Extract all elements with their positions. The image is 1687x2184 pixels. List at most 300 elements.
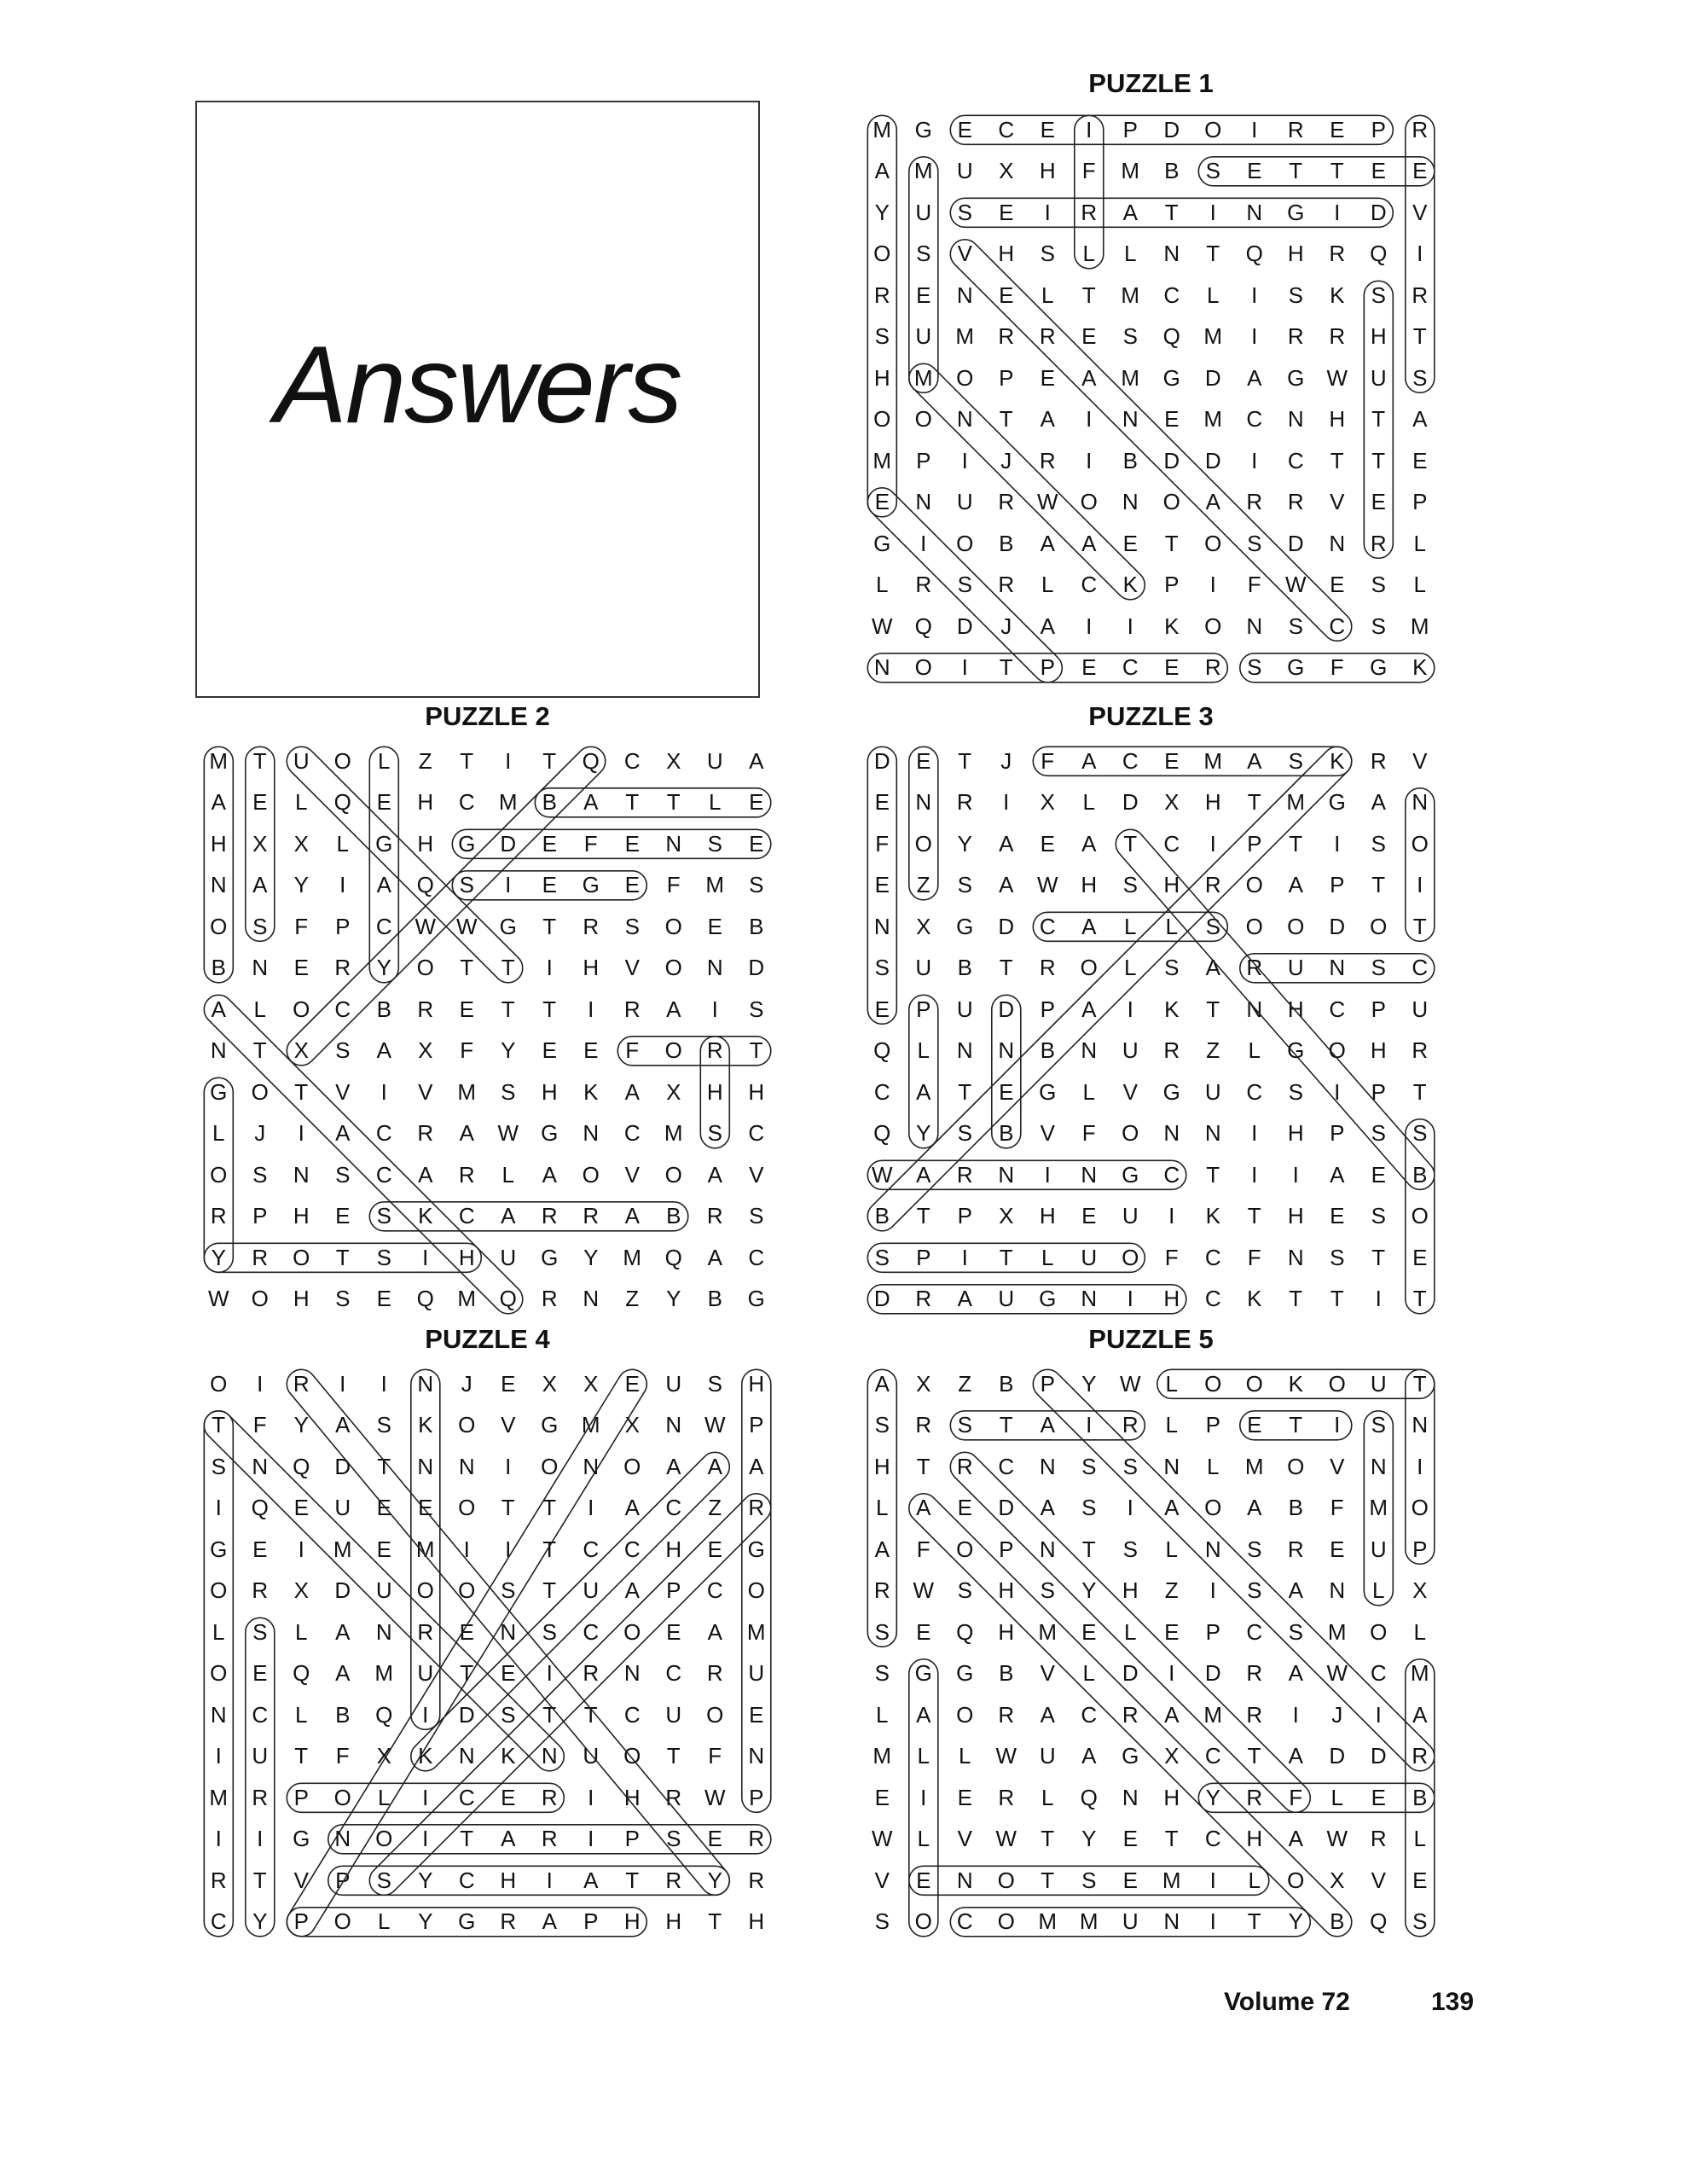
grid-letter: L bbox=[378, 1784, 391, 1810]
grid-letter: G bbox=[499, 913, 517, 939]
grid-letter: A bbox=[501, 1826, 516, 1852]
grid-letter: S bbox=[1164, 955, 1180, 981]
page-number: 139 bbox=[1431, 1988, 1475, 2016]
grid-letter: D bbox=[1204, 364, 1221, 391]
grid-letter: I bbox=[505, 747, 512, 774]
grid-letter: T bbox=[460, 955, 474, 981]
grid-letter: Y bbox=[293, 872, 309, 898]
grid-letter: C bbox=[998, 1453, 1015, 1479]
grid-letter: D bbox=[1122, 1660, 1139, 1687]
grid-letter: G bbox=[1287, 1037, 1305, 1064]
grid-letter: M bbox=[1038, 1908, 1058, 1935]
grid-letter: A bbox=[749, 1453, 764, 1479]
grid-letter: L bbox=[1041, 1244, 1054, 1270]
grid-letter: A bbox=[1081, 1743, 1097, 1769]
grid-letter: G bbox=[210, 1078, 228, 1105]
grid-letter: S bbox=[501, 1078, 516, 1105]
grid-letter: M bbox=[872, 1743, 892, 1769]
grid-letter: E bbox=[624, 872, 640, 898]
grid-letter: N bbox=[1081, 1037, 1098, 1064]
grid-letter: S bbox=[1081, 1495, 1097, 1521]
grid-letter: E bbox=[1122, 1867, 1138, 1893]
grid-letter: N bbox=[956, 1867, 973, 1893]
grid-letter: S bbox=[1081, 1867, 1097, 1893]
grid-letter: A bbox=[707, 1244, 722, 1270]
grid-letter: E bbox=[293, 955, 309, 981]
grid-letter: G bbox=[747, 1536, 765, 1562]
grid-letter: J bbox=[1000, 613, 1012, 639]
grid-letter: I bbox=[380, 1370, 387, 1397]
grid-letter: X bbox=[999, 1203, 1014, 1229]
grid-letter: M bbox=[1038, 1618, 1058, 1645]
grid-letter: C bbox=[252, 1701, 269, 1728]
grid-letter: H bbox=[998, 1577, 1015, 1604]
grid-letter: W bbox=[871, 1826, 893, 1852]
grid-letter: C bbox=[1204, 1244, 1221, 1270]
grid-letter: Y bbox=[666, 1286, 681, 1312]
grid-letter: I bbox=[961, 654, 968, 681]
grid-letter: R bbox=[1287, 1536, 1304, 1562]
grid-letter: O bbox=[458, 1412, 476, 1438]
grid-letter: U bbox=[417, 1660, 434, 1687]
grid-letter: U bbox=[665, 1370, 682, 1397]
grid-letter: H bbox=[998, 1618, 1015, 1645]
grid-letter: L bbox=[378, 1908, 391, 1935]
grid-letter: H bbox=[583, 955, 600, 981]
grid-letter: H bbox=[1370, 1037, 1387, 1064]
grid-letter: S bbox=[957, 572, 972, 598]
grid-letter: O bbox=[416, 1577, 434, 1604]
grid-letter: T bbox=[460, 1826, 474, 1852]
grid-letter: H bbox=[623, 1908, 641, 1935]
grid-letter: S bbox=[957, 1412, 972, 1438]
grid-letter: R bbox=[1287, 323, 1304, 350]
grid-letter: Y bbox=[1081, 1826, 1097, 1852]
grid-letter: R bbox=[1329, 323, 1346, 350]
grid-letter: R bbox=[1287, 489, 1304, 515]
grid-letter: L bbox=[1207, 1453, 1220, 1479]
grid-letter: I bbox=[422, 1701, 429, 1728]
grid-letter: O bbox=[1287, 913, 1305, 939]
grid-letter: R bbox=[748, 1867, 765, 1893]
puzzle-grid-4 bbox=[198, 1363, 777, 1943]
grid-letter: E bbox=[542, 872, 557, 898]
grid-letter: R bbox=[1412, 1743, 1429, 1769]
grid-letter: Y bbox=[1205, 1784, 1220, 1810]
grid-letter: P bbox=[1330, 872, 1345, 898]
grid-letter: C bbox=[665, 1495, 682, 1521]
grid-letter: O bbox=[1245, 872, 1263, 898]
grid-letter: E bbox=[666, 1618, 681, 1645]
grid-letter: U bbox=[1287, 955, 1304, 981]
grid-letter: D bbox=[748, 955, 765, 981]
grid-letter: M bbox=[1203, 323, 1223, 350]
grid-letter: E bbox=[1164, 1618, 1180, 1645]
grid-letter: S bbox=[749, 1203, 764, 1229]
grid-letter: A bbox=[542, 1908, 557, 1935]
grid-letter: O bbox=[333, 1784, 351, 1810]
grid-letter: S bbox=[1371, 955, 1386, 981]
grid-letter: R bbox=[417, 1120, 434, 1147]
grid-letter: S bbox=[749, 872, 764, 898]
grid-letter: N bbox=[1039, 1453, 1056, 1479]
grid-letter: H bbox=[293, 1203, 310, 1229]
grid-letter: I bbox=[546, 1867, 553, 1893]
grid-letter: O bbox=[582, 1161, 600, 1188]
grid-letter: L bbox=[1041, 282, 1054, 308]
grid-letter: E bbox=[1371, 489, 1386, 515]
grid-letter: T bbox=[1371, 872, 1386, 898]
grid-letter: T bbox=[252, 1867, 267, 1893]
grid-letter: Q bbox=[1162, 323, 1180, 350]
grid-letter: R bbox=[1163, 1037, 1180, 1064]
grid-letter: A bbox=[916, 1701, 931, 1728]
grid-letter: M bbox=[1079, 1908, 1099, 1935]
grid-letter: I bbox=[380, 1078, 387, 1105]
grid-letter: X bbox=[1040, 789, 1055, 816]
grid-letter: T bbox=[542, 1701, 557, 1728]
grid-letter: T bbox=[1371, 1244, 1386, 1270]
grid-letter: O bbox=[251, 1286, 269, 1312]
grid-letter: E bbox=[335, 1203, 351, 1229]
grid-letter: R bbox=[1412, 282, 1429, 308]
grid-letter: S bbox=[376, 1867, 391, 1893]
grid-letter: S bbox=[376, 1244, 391, 1270]
grid-letter: A bbox=[624, 1577, 640, 1604]
grid-letter: N bbox=[1122, 1784, 1139, 1810]
grid-letter: O bbox=[1162, 489, 1180, 515]
grid-letter: S bbox=[1288, 747, 1303, 774]
grid-letter: I bbox=[215, 1826, 222, 1852]
grid-letter: L bbox=[1372, 1577, 1385, 1604]
grid-letter: T bbox=[1412, 1078, 1427, 1105]
grid-letter: S bbox=[957, 1120, 972, 1147]
grid-letter: X bbox=[1330, 1867, 1345, 1893]
grid-letter: I bbox=[1251, 1161, 1258, 1188]
grid-letter: S bbox=[1288, 1078, 1303, 1105]
grid-letter: R bbox=[583, 1203, 600, 1229]
grid-letter: S bbox=[252, 1618, 268, 1645]
grid-letter: M bbox=[1410, 1660, 1429, 1687]
grid-letter: M bbox=[498, 789, 518, 816]
grid-letter: A bbox=[874, 1370, 890, 1397]
grid-letter: L bbox=[1082, 1078, 1095, 1105]
grid-letter: N bbox=[915, 789, 932, 816]
grid-letter: T bbox=[501, 1495, 515, 1521]
grid-letter: A bbox=[1081, 530, 1097, 556]
grid-letter: I bbox=[422, 1244, 429, 1270]
grid-letter: R bbox=[1081, 199, 1098, 225]
grid-letter: U bbox=[1039, 1743, 1056, 1769]
grid-letter: S bbox=[1040, 241, 1055, 267]
grid-letter: E bbox=[999, 282, 1014, 308]
grid-letter: G bbox=[375, 830, 393, 857]
grid-letter: X bbox=[1164, 1743, 1180, 1769]
grid-letter: R bbox=[458, 1161, 475, 1188]
grid-letter: W bbox=[1326, 364, 1348, 391]
grid-letter: L bbox=[1124, 913, 1137, 939]
grid-letter: V bbox=[624, 955, 640, 981]
grid-letter: W bbox=[1036, 872, 1058, 898]
grid-letter: I bbox=[298, 1536, 304, 1562]
grid-letter: G bbox=[1287, 199, 1305, 225]
grid-letter: O bbox=[1122, 1244, 1139, 1270]
grid-letter: T bbox=[1247, 789, 1261, 816]
grid-letter: Q bbox=[416, 872, 434, 898]
grid-letter: E bbox=[916, 1618, 931, 1645]
grid-letter: L bbox=[501, 1161, 514, 1188]
grid-letter: N bbox=[915, 489, 932, 515]
grid-letter: E bbox=[1081, 323, 1097, 350]
grid-letter: F bbox=[666, 872, 681, 898]
grid-letter: D bbox=[998, 1495, 1015, 1521]
grid-letter: P bbox=[1205, 1412, 1220, 1438]
grid-letter: I bbox=[339, 872, 346, 898]
grid-letter: I bbox=[1209, 199, 1216, 225]
grid-letter: Y bbox=[211, 1244, 226, 1270]
grid-letter: M bbox=[1410, 613, 1429, 639]
grid-letter: U bbox=[706, 747, 723, 774]
grid-letter: Q bbox=[1080, 1784, 1098, 1810]
grid-letter: T bbox=[1081, 282, 1096, 308]
grid-letter: S bbox=[459, 872, 474, 898]
grid-letter: O bbox=[873, 406, 891, 433]
grid-letter: B bbox=[1330, 1908, 1345, 1935]
grid-letter: U bbox=[1122, 1908, 1139, 1935]
grid-letter: G bbox=[1162, 364, 1180, 391]
grid-letter: C bbox=[623, 1536, 641, 1562]
grid-letter: S bbox=[1371, 613, 1386, 639]
grid-letter: M bbox=[872, 116, 892, 142]
grid-letter: T bbox=[1206, 996, 1220, 1022]
grid-letter: I bbox=[1251, 116, 1258, 142]
grid-letter: A bbox=[1288, 1826, 1303, 1852]
grid-letter: N bbox=[1081, 1286, 1098, 1312]
grid-letter: P bbox=[1040, 654, 1055, 681]
grid-letter: L bbox=[212, 1120, 225, 1147]
grid-letter: X bbox=[666, 1078, 681, 1105]
grid-letter: N bbox=[1246, 996, 1263, 1022]
grid-letter: K bbox=[1412, 654, 1428, 681]
grid-letter: T bbox=[749, 1037, 763, 1064]
grid-letter: T bbox=[958, 1078, 972, 1105]
grid-letter: M bbox=[457, 1286, 477, 1312]
grid-letter: O bbox=[541, 1453, 559, 1479]
grid-letter: F bbox=[335, 1743, 350, 1769]
grid-letter: R bbox=[210, 1867, 227, 1893]
grid-letter: G bbox=[293, 1826, 310, 1852]
grid-letter: D bbox=[458, 1701, 475, 1728]
grid-letter: V bbox=[501, 1412, 516, 1438]
grid-letter: O bbox=[293, 996, 310, 1022]
grid-letter: E bbox=[749, 789, 764, 816]
grid-letter: D bbox=[1163, 447, 1180, 473]
grid-letter: S bbox=[707, 1120, 722, 1147]
grid-letter: A bbox=[1247, 1495, 1262, 1521]
grid-letter: H bbox=[623, 1784, 641, 1810]
grid-letter: N bbox=[252, 955, 269, 981]
grid-letter: L bbox=[876, 572, 889, 598]
grid-letter: A bbox=[1081, 913, 1097, 939]
grid-letter: R bbox=[915, 572, 932, 598]
grid-letter: E bbox=[916, 747, 931, 774]
grid-letter: L bbox=[1413, 1618, 1426, 1645]
grid-letter: C bbox=[458, 1203, 475, 1229]
grid-letter: H bbox=[1246, 1826, 1263, 1852]
grid-letter: F bbox=[1164, 1244, 1179, 1270]
grid-letter: O bbox=[1370, 913, 1388, 939]
grid-letter: A bbox=[999, 830, 1014, 857]
grid-letter: A bbox=[252, 872, 268, 898]
grid-letter: F bbox=[252, 1412, 267, 1438]
grid-letter: O bbox=[210, 1660, 228, 1687]
grid-letter: A bbox=[1288, 872, 1303, 898]
grid-letter: M bbox=[1162, 1867, 1181, 1893]
grid-letter: U bbox=[293, 747, 310, 774]
grid-letter: I bbox=[298, 1120, 304, 1147]
grid-letter: S bbox=[1371, 1120, 1386, 1147]
grid-letter: I bbox=[1251, 1120, 1258, 1147]
grid-letter: A bbox=[1247, 747, 1262, 774]
grid-letter: Z bbox=[1164, 1577, 1179, 1604]
grid-letter: E bbox=[916, 1867, 931, 1893]
grid-letter: G bbox=[1122, 1161, 1139, 1188]
puzzle-grid-3 bbox=[861, 741, 1441, 1320]
grid-letter: A bbox=[1205, 955, 1220, 981]
grid-letter: T bbox=[377, 1453, 391, 1479]
grid-letter: A bbox=[916, 1078, 931, 1105]
grid-letter: I bbox=[463, 1536, 470, 1562]
grid-letter: G bbox=[1328, 789, 1346, 816]
grid-letter: E bbox=[1412, 158, 1428, 184]
grid-letter: T bbox=[542, 1577, 557, 1604]
grid-letter: A bbox=[376, 872, 391, 898]
grid-letter: V bbox=[293, 1867, 309, 1893]
grid-letter: I bbox=[1334, 1412, 1341, 1438]
grid-letter: C bbox=[1370, 1660, 1387, 1687]
grid-letter: H bbox=[873, 1453, 890, 1479]
grid-letter: W bbox=[995, 1743, 1017, 1769]
grid-letter: O bbox=[873, 241, 891, 267]
grid-letter: B bbox=[999, 1660, 1014, 1687]
grid-letter: A bbox=[1164, 1701, 1180, 1728]
grid-letter: N bbox=[998, 1037, 1015, 1064]
grid-letter: I bbox=[1127, 1286, 1133, 1312]
grid-letter: I bbox=[1251, 447, 1258, 473]
grid-letter: I bbox=[1168, 1660, 1175, 1687]
grid-letter: E bbox=[542, 1037, 557, 1064]
grid-letter: R bbox=[334, 955, 351, 981]
grid-letter: C bbox=[1412, 955, 1429, 981]
grid-letter: I bbox=[961, 1244, 968, 1270]
grid-letter: Y bbox=[252, 1908, 268, 1935]
grid-letter: L bbox=[1248, 1867, 1261, 1893]
grid-letter: S bbox=[1247, 654, 1262, 681]
grid-letter: N bbox=[1246, 613, 1263, 639]
grid-letter: Y bbox=[874, 199, 890, 225]
grid-letter: J bbox=[1331, 1701, 1343, 1728]
grid-letter: L bbox=[917, 1037, 930, 1064]
grid-letter: N bbox=[998, 1161, 1015, 1188]
grid-letter: A bbox=[501, 1203, 516, 1229]
grid-letter: A bbox=[1040, 406, 1055, 433]
grid-letter: Y bbox=[418, 1908, 433, 1935]
grid-letter: E bbox=[999, 1078, 1014, 1105]
grid-letter: M bbox=[1203, 747, 1223, 774]
grid-letter: K bbox=[418, 1743, 433, 1769]
grid-letter: Q bbox=[914, 613, 932, 639]
grid-letter: C bbox=[1081, 1701, 1098, 1728]
grid-letter: P bbox=[335, 1867, 351, 1893]
grid-letter: E bbox=[501, 1660, 516, 1687]
grid-letter: E bbox=[376, 1536, 391, 1562]
grid-letter: L bbox=[1248, 1037, 1261, 1064]
grid-letter: B bbox=[666, 1203, 681, 1229]
grid-letter: O bbox=[747, 1577, 765, 1604]
grid-letter: A bbox=[707, 1618, 722, 1645]
grid-letter: V bbox=[1371, 1867, 1386, 1893]
grid-letter: A bbox=[583, 789, 599, 816]
grid-letter: S bbox=[1371, 282, 1386, 308]
grid-letter: I bbox=[1375, 1701, 1382, 1728]
grid-letter: X bbox=[418, 1037, 433, 1064]
grid-letter: V bbox=[1040, 1660, 1055, 1687]
grid-letter: E bbox=[1040, 116, 1055, 142]
grid-letter: B bbox=[1412, 1784, 1428, 1810]
grid-letter: D bbox=[1122, 789, 1139, 816]
grid-letter: R bbox=[873, 282, 890, 308]
grid-letter: D bbox=[1329, 1743, 1346, 1769]
grid-letter: H bbox=[1122, 1577, 1139, 1604]
grid-letter: A bbox=[624, 1078, 640, 1105]
grid-letter: R bbox=[1246, 955, 1263, 981]
grid-letter: R bbox=[1204, 872, 1221, 898]
grid-letter: R bbox=[956, 789, 973, 816]
grid-letter: M bbox=[955, 323, 975, 350]
grid-letter: E bbox=[252, 1660, 268, 1687]
grid-letter: R bbox=[665, 1867, 682, 1893]
grid-letter: A bbox=[1247, 364, 1262, 391]
grid-letter: F bbox=[1081, 1120, 1096, 1147]
grid-letter: I bbox=[1044, 199, 1051, 225]
grid-letter: H bbox=[1039, 158, 1056, 184]
grid-letter: R bbox=[748, 1826, 765, 1852]
grid-letter: V bbox=[1122, 1078, 1138, 1105]
grid-letter: L bbox=[1165, 1536, 1178, 1562]
grid-letter: D bbox=[1370, 199, 1387, 225]
grid-letter: P bbox=[1164, 572, 1180, 598]
grid-letter: R bbox=[1412, 1037, 1429, 1064]
grid-letter: U bbox=[334, 1495, 351, 1521]
grid-letter: S bbox=[957, 1577, 972, 1604]
grid-letter: O bbox=[458, 1495, 476, 1521]
grid-letter: N bbox=[1246, 199, 1263, 225]
grid-letter: L bbox=[1165, 1412, 1178, 1438]
grid-letter: U bbox=[252, 1743, 269, 1769]
grid-letter: A bbox=[1205, 489, 1220, 515]
grid-letter: L bbox=[253, 996, 266, 1022]
grid-letter: T bbox=[1289, 1412, 1303, 1438]
grid-letter: O bbox=[956, 364, 974, 391]
grid-letter: H bbox=[706, 1078, 723, 1105]
grid-letter: Z bbox=[625, 1286, 640, 1312]
grid-letter: D bbox=[873, 747, 890, 774]
grid-letter: C bbox=[458, 789, 475, 816]
grid-letter: U bbox=[915, 323, 932, 350]
grid-letter: J bbox=[1000, 747, 1012, 774]
grid-letter: S bbox=[1247, 1536, 1262, 1562]
grid-letter: S bbox=[376, 1203, 391, 1229]
